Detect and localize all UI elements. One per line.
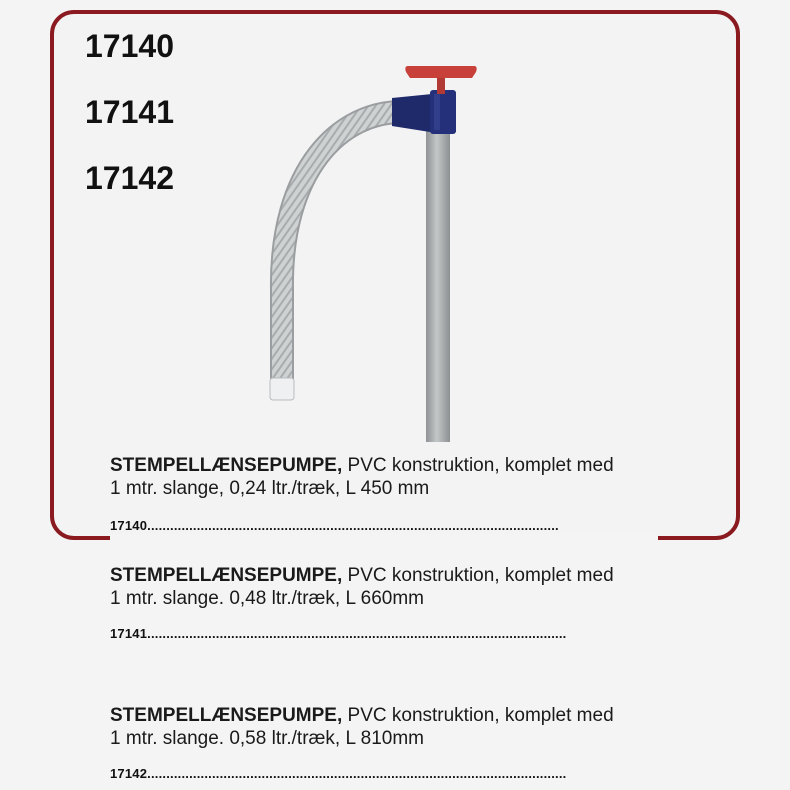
product-spec-line1: PVC konstruktion, komplet med <box>342 705 614 726</box>
leader-dots: .............................................................................................................. <box>147 766 567 781</box>
product-name: STEMPELLÆNSEPUMPE, <box>110 705 343 726</box>
header-codes <box>85 30 174 228</box>
product-spec-line1: PVC konstruktion, komplet med <box>342 455 614 476</box>
order-line <box>110 766 660 781</box>
product-description <box>110 564 730 610</box>
product-spec-line2: 1 mtr. slange. 0,48 ltr./træk, L 660mm <box>110 588 424 609</box>
product-17141 <box>110 564 730 641</box>
product-spec-line2: 1 mtr. slange, 0,24 ltr./træk, L 450 mm <box>110 478 430 499</box>
order-line <box>110 626 660 641</box>
frame-gap <box>110 534 658 544</box>
product-spec-line2: 1 mtr. slange. 0,58 ltr./træk, L 810mm <box>110 728 424 749</box>
header-code-17140: 17140 <box>85 28 174 64</box>
order-line <box>110 518 660 533</box>
header-code-17141: 17141 <box>85 94 174 130</box>
leader-dots: .............................................................................................................. <box>147 626 567 641</box>
order-code: 17142 <box>110 766 148 781</box>
product-name: STEMPELLÆNSEPUMPE, <box>110 565 343 586</box>
product-17142 <box>110 704 730 781</box>
order-code: 17140 <box>110 518 148 533</box>
leader-dots: ............................................................................................................ <box>147 518 559 533</box>
header-code-17142: 17142 <box>85 160 174 196</box>
product-spec-line1: PVC konstruktion, komplet med <box>342 565 614 586</box>
order-code: 17141 <box>110 626 148 641</box>
pump-icon <box>260 60 490 445</box>
product-description <box>110 454 730 500</box>
product-17140 <box>110 454 730 533</box>
product-name: STEMPELLÆNSEPUMPE, <box>110 455 343 476</box>
product-description <box>110 704 730 750</box>
